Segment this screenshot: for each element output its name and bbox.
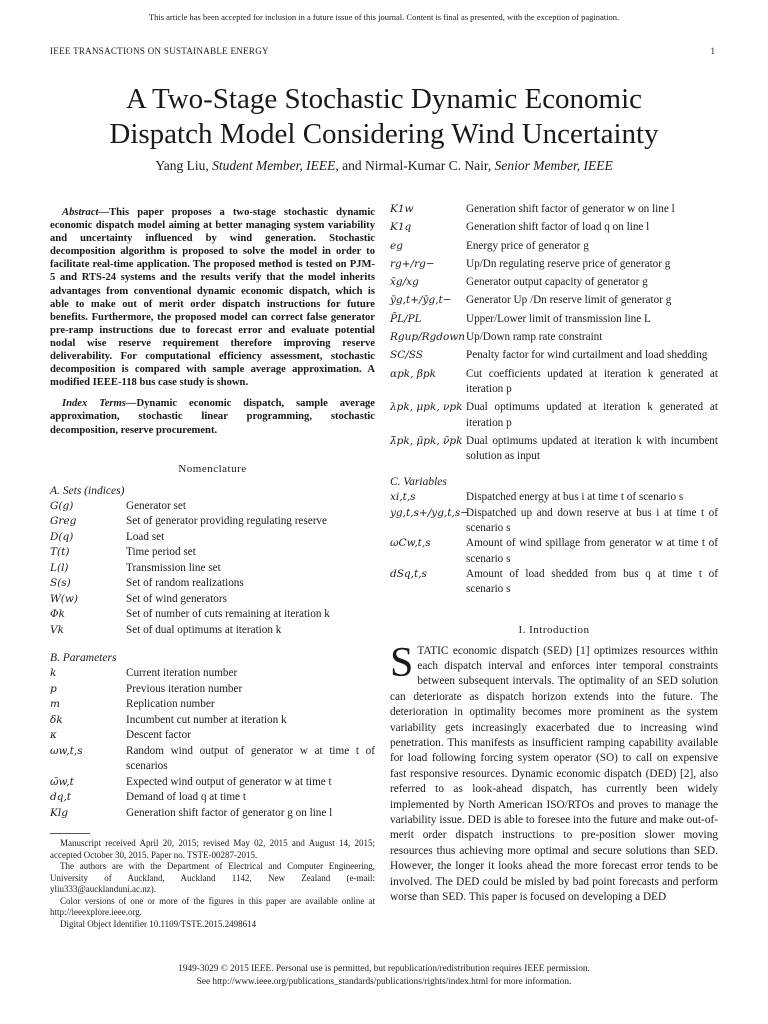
nomenclature-definition: Amount of load shedded from bus q at time t of scenario s [466,567,718,596]
nomenclature-definition: Set of dual optimums at iteration k [126,623,282,636]
nomenclature-definition: Dispatched up and down reserve at bus i at time t of scenario s [466,506,718,535]
intro-body: TATIC economic dispatch (SED) [1] optimizes resources within each dispatch interval and enforces inter temporal constraints between subsequent intervals. The optimality of an SED solution can deteriorate as dispatch horizon extends into the future. The deterioration in optimality becomes more prominent as the system variability gets increasingly exacerbated due to increasing wind penetration. This manifests as insufficient ramping capability available for load following forcing system operator (SO) to call on expensive fast responsive resources. Dynamic economic dispatch (DED) [2], also referred to as look-ahead dispatch, has currently been widely implemented by North American ISO/RTOs and proves to manage the variability issue. DED is able to foresee into the future and make out-of-merit order dispatch instructions to pre-position slower moving resources thus achieving more optimal and secure solutions than SED. However, the longer it looks ahead the more forecast error tends to be involved. The DED could be misled by bad point forecasts and perform worse than SED. This paper is focused on developing a DED [390,644,718,904]
nomenclature-symbol: yg,t,s+/yg,t,s− [390,506,470,519]
left-column [50,206,375,930]
nomenclature-symbol: ȳg,t+/ȳg,t− [390,294,452,307]
nomenclature-symbol: κ [50,729,57,742]
nomenclature-symbol: Φk [50,608,65,621]
nomenclature-definition: Set of random realizations [126,577,244,590]
nomenclature-definition: Dual optimums updated at iteration k with incumbent solution as input [466,434,718,463]
nomenclature-definition: Replication number [126,698,215,711]
nomenclature-symbol: Rgup/Rgdown [390,331,466,344]
sets-list [50,499,375,639]
nomenclature-definition: Set of number of cuts remaining at iteration k [126,608,330,621]
footnote: Manuscript received April 20, 2015; revised May 02, 2015 and August 14, 2015; accepted October 30, 2015. Paper no. TSTE-00287-2015. [50,838,375,860]
nomenclature-symbol: K1w [390,203,414,215]
drop-cap: S [390,639,414,686]
nomenclature-symbol: Vk [50,623,64,636]
nomenclature-row [390,434,718,465]
nomenclature-definition: Current iteration number [126,667,238,680]
nomenclature-definition: Penalty factor for wind curtailment and load shedding [466,349,708,362]
nomenclature-row [390,202,718,217]
nomenclature-row [50,775,375,791]
abstract-label: Abstract— [62,207,110,218]
nomenclature-symbol: dq,t [50,791,71,804]
variables-list [390,490,718,597]
right-column [390,202,718,905]
nomenclature-row [50,697,375,713]
nomenclature-row [390,239,718,254]
footnotes [50,838,375,930]
nomenclature-row [50,623,375,639]
author-1-role: Student Member, IEEE [212,158,336,173]
nomenclature-definition: Demand of load q at time t [126,791,246,804]
nomenclature-definition: Load set [126,530,165,543]
nomenclature-row [50,561,375,577]
footnote: The authors are with the Department of Electrical and Computer Engineering, University of Auckland, Auckland 1142, New Zealand (e-mail: yliu333@aucklanduni.ac.nz). [50,861,375,895]
index-terms-label: Index Terms— [62,398,137,410]
nomenclature-definition: Up/Dn regulating reserve price of generator g [466,257,671,270]
nomenclature-row [50,592,375,608]
nomenclature-row [50,607,375,623]
abstract-text: This paper proposes a two-stage stochastic dynamic economic dispatch model aiming at better managing system variability and uncertainty influenced by wind generation. Stochastic decomposition algorithm is proposed to solve the model in order to facilitate real-time application. The proposed method is tested on PJM-5 and RTS-24 systems and the results verify that the model inherits advantages from conventional dynamic economic dispatch, which is able to make out of merit order dispatch instructions for future benefits. Furthermore, the proposed model can correct false generator pre-ramp instructions due to forecast error and evaluate potential nodal wise reserve requirement therefore improving reserve deliverability. For computational efficiency assessment, stochastic decomposition is compared with sample average approximation. A modified IEEE-118 bus case study is shown. [50,207,375,389]
acceptance-note: This article has been accepted for inclusion in a future issue of this journal. Content is final as presented, with the exception of pagination. [148,12,620,22]
nomenclature-definition: Cut coefficients updated at iteration k generated at iteration p [466,367,718,395]
nomenclature-row [390,506,718,537]
index-terms-text: Dynamic economic dispatch, sample average approximation, stochastic linear programming, stochastic decomposition, reserve procurement. [50,398,375,436]
authors [0,158,768,174]
nomenclature-row [50,790,375,806]
parameters-heading: B. Parameters [50,652,117,665]
nomenclature-symbol: m [50,698,60,711]
nomenclature-definition: Set of wind generators [126,592,227,605]
footnote-rule [50,833,90,834]
nomenclature-row [390,257,718,272]
nomenclature-symbol: k [50,667,57,680]
nomenclature-row [390,220,718,235]
footnote: Color versions of one or more of the figures in this paper are available online at http://ieeexplore.ieee.org. [50,895,375,918]
copyright-line-2: See http://www.ieee.org/publications_standards/publications/rights/index.html for more information. [196,977,572,987]
nomenclature-row [50,530,375,546]
nomenclature-definition: Up/Down ramp rate constraint [466,331,603,344]
author-separator: , and Nirmal-Kumar C. Nair, [335,158,495,173]
sets-heading: A. Sets (indices) [50,484,125,497]
nomenclature-definition: Incumbent cut number at iteration k [126,713,287,726]
author-2-role: Senior Member, IEEE [494,158,613,173]
paper-title [40,82,728,152]
title-line-2: Dispatch Model Considering Wind Uncertainty [109,118,659,150]
nomenclature-definition: Energy price of generator g [466,239,589,252]
nomenclature-row [50,682,375,698]
nomenclature-symbol: dSq,t,s [390,567,427,580]
nomenclature-definition: Dispatched energy at bus i at time t of scenario s [466,491,684,504]
introduction-heading: I. Introduction [518,623,590,636]
nomenclature-definition: Previous iteration number [126,682,243,695]
nomenclature-symbol: x̄g/xg [390,276,419,289]
nomenclature-row [50,728,375,744]
nomenclature-definition: Random wind output of generator w at time t of scenarios [126,744,375,773]
nomenclature-row [50,514,375,530]
nomenclature-symbol: L(l) [50,561,69,574]
nomenclature-definition: Amount of wind spillage from generator w at time t of scenario s [466,537,718,565]
nomenclature-row [50,713,375,729]
nomenclature-definition: Generation shift factor of generator g on line l [126,806,333,819]
nomenclature-definition: Upper/Lower limit of transmission line L [466,312,651,325]
nomenclature-symbol: G(g) [50,499,74,512]
parameters-list [50,666,375,821]
nomenclature-row [390,293,718,308]
nomenclature-symbol: ω̄w,t [50,775,74,788]
nomenclature-row [390,367,718,398]
nomenclature-definition: Dual optimums updated at iteration k generated at iteration p [466,401,718,429]
copyright-footer [0,963,768,989]
nomenclature-row [50,576,375,592]
parameters-continued-list [390,202,718,464]
nomenclature-row [390,348,718,363]
nomenclature-definition: Time period set [126,546,196,559]
nomenclature-symbol: λ̄pk, μ̄pk, ν̄pk [390,434,463,447]
nomenclature-row [390,400,718,431]
nomenclature-symbol: T(t) [50,546,70,559]
nomenclature-symbol: λpk, μpk, νpk [390,401,463,414]
index-terms [50,397,375,436]
nomenclature-symbol: δk [50,713,63,726]
variables-heading: C. Variables [390,476,447,489]
nomenclature-definition: Generator Up /Dn reserve limit of generator g [466,294,672,307]
nomenclature-row [390,536,718,567]
nomenclature-symbol: ωw,t,s [50,744,83,757]
nomenclature-symbol: K1q [390,221,412,234]
journal-name: IEEE TRANSACTIONS ON SUSTAINABLE ENERGY [50,46,269,56]
nomenclature-row [50,545,375,561]
nomenclature-symbol: p [50,682,57,695]
nomenclature-symbol: eg [390,239,403,252]
nomenclature-definition: Generator set [126,499,186,512]
nomenclature-definition: Descent factor [126,729,191,742]
nomenclature-definition: Generation shift factor of generator w on line l [466,203,675,215]
nomenclature-definition: Generator output capacity of generator g [466,276,648,289]
nomenclature-row [390,275,718,290]
nomenclature-symbol: Klg [50,806,68,819]
nomenclature-symbol: D(q) [50,530,74,543]
nomenclature-row [50,666,375,682]
nomenclature-symbol: SC/SS [390,349,423,362]
nomenclature-row [390,490,718,505]
title-line-1: A Two-Stage Stochastic Dynamic Economic [125,83,643,115]
nomenclature-symbol: αpk, βpk [390,367,437,380]
copyright-line-1: 1949-3029 © 2015 IEEE. Personal use is permitted, but republication/redistribution requires IEEE permission. [178,964,590,974]
nomenclature-symbol: Greg [50,515,77,528]
page-number: 1 [710,46,715,56]
nomenclature-definition: Set of generator providing regulating reserve [126,515,327,528]
footnote: Digital Object Identifier 10.1109/TSTE.2015.2498614 [60,918,257,929]
nomenclature-symbol: W(w) [50,592,78,605]
nomenclature-row [390,330,718,345]
nomenclature-definition: Generation shift factor of load q on line l [466,221,650,234]
author-1-name: Yang Liu, [155,158,213,173]
nomenclature-definition: Transmission line set [126,561,221,574]
nomenclature-row [50,499,375,515]
nomenclature-row [390,567,718,598]
nomenclature-row [50,806,375,822]
nomenclature-symbol: rg+/rg− [390,257,435,270]
nomenclature-row [390,312,718,327]
nomenclature-symbol: P̄L/PL [390,312,422,325]
nomenclature-heading: Nomenclature [178,462,247,475]
nomenclature-symbol: S(s) [50,577,71,590]
introduction-text [390,639,718,906]
nomenclature-symbol: ωCw,t,s [390,537,431,550]
nomenclature-symbol: xi,t,s [390,491,416,504]
abstract [50,206,375,389]
nomenclature-definition: Expected wind output of generator w at time t [126,775,332,788]
nomenclature-row [50,744,375,775]
